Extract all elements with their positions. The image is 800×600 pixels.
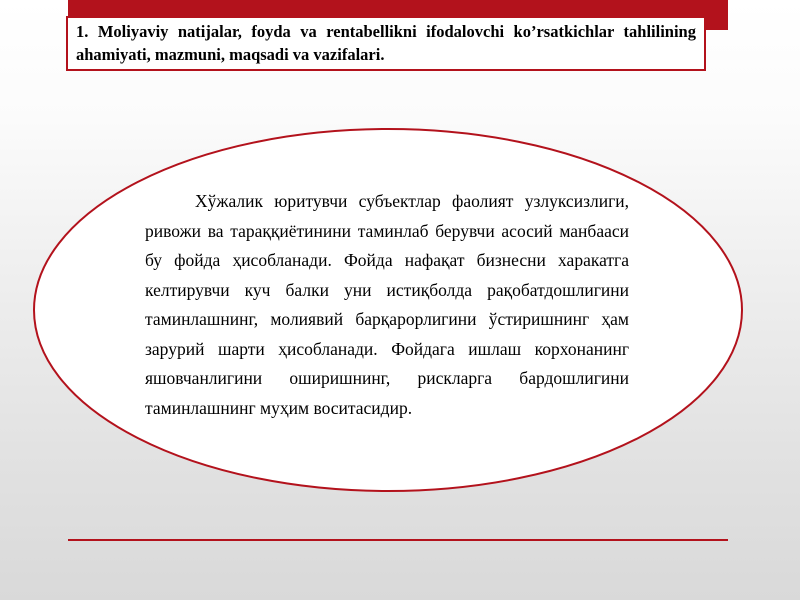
slide-title: 1. Moliyaviy natijalar, foyda va rentabellikni ifodalovchi ko’rsatkichlar tahlilining ahamiyati, mazmuni, maqsadi va vazifalari. xyxy=(76,22,696,64)
bottom-divider xyxy=(68,539,728,541)
body-paragraph: Хўжалик юритувчи субъектлар фаолият узлуксизлиги, ривожи ва тараққиётинини таминлаб берувчи асосий манбааси бу фойда ҳисобланади. Фойда нафақат бизнесни харакатга келтирувчи куч балки уни истиқболда рақобатдошлигини таминлашнинг, молиявий барқарорлигини ўстиришнинг ҳам зарурий шарти ҳисобланади. Фойдага ишлаш корхонанинг яшовчанлигини оширишнинг, рискларга бардошлигини таминлашнинг муҳим воситасидир. xyxy=(145,191,629,418)
